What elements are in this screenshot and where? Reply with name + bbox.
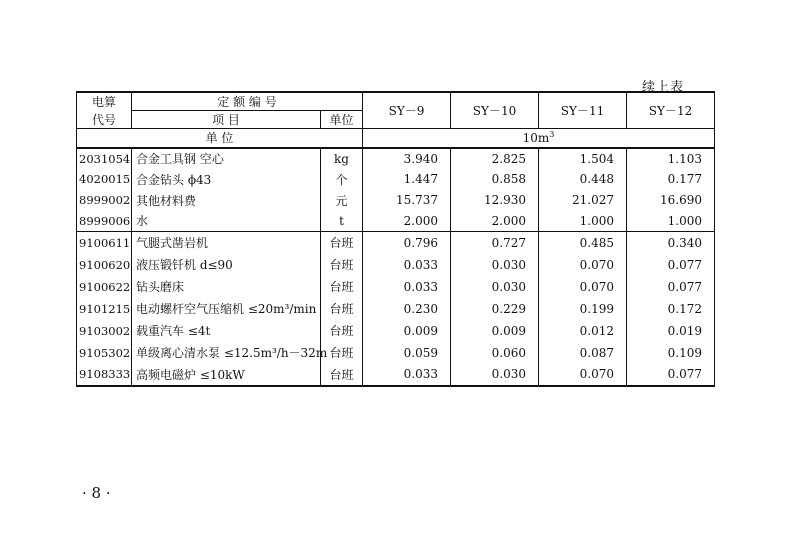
row-value-4: 0.077: [627, 254, 715, 276]
table-row: [77, 320, 715, 342]
row-value-2: 0.030: [451, 254, 539, 276]
row-value-2: 2.825: [451, 148, 539, 169]
row-item-name: 合金钻头 ϕ43: [132, 169, 321, 190]
row-value-1: 2.000: [363, 211, 451, 232]
row-value-1: 0.033: [363, 364, 451, 386]
row-value-3: 0.012: [539, 320, 627, 342]
row-unit: t: [321, 211, 363, 232]
row-value-2: 0.858: [451, 169, 539, 190]
row-value-1: 3.940: [363, 148, 451, 169]
row-value-4: 0.177: [627, 169, 715, 190]
col-header-4: SY－12: [627, 92, 715, 129]
row-unit: kg: [321, 148, 363, 169]
unit-header: 单位: [321, 111, 363, 129]
table-body: [77, 148, 715, 386]
row-value-1: 0.059: [363, 342, 451, 364]
table-row: [77, 364, 715, 386]
row-value-1: 0.230: [363, 298, 451, 320]
row-value-3: 0.070: [539, 276, 627, 298]
row-code: 8999002: [77, 190, 132, 211]
row-item-name: 液压锻钎机 d≤90: [132, 254, 321, 276]
row-value-3: 1.000: [539, 211, 627, 232]
row-unit: 台班: [321, 232, 363, 254]
row-value-3: 0.485: [539, 232, 627, 254]
row-unit: 个: [321, 169, 363, 190]
row-item-name: 其他材料费: [132, 190, 321, 211]
col-header-2: SY－10: [451, 92, 539, 129]
row-unit: 台班: [321, 364, 363, 386]
unit-row-value: [363, 129, 715, 148]
row-item-name: 钻头磨床: [132, 276, 321, 298]
row-unit: 台班: [321, 276, 363, 298]
row-value-2: 0.030: [451, 276, 539, 298]
table-row: [77, 298, 715, 320]
item-header: 项 目: [132, 111, 321, 129]
row-code: 9103002: [77, 320, 132, 342]
row-value-4: 1.103: [627, 148, 715, 169]
row-unit: 台班: [321, 298, 363, 320]
row-unit: 台班: [321, 342, 363, 364]
row-item-name: 水: [132, 211, 321, 232]
table-row: [77, 254, 715, 276]
row-code: 9100620: [77, 254, 132, 276]
row-value-2: 0.009: [451, 320, 539, 342]
col-header-1: SY－9: [363, 92, 451, 129]
table-row: [77, 169, 715, 190]
unit-row-label: 单 位: [77, 129, 363, 148]
col-header-3: SY－11: [539, 92, 627, 129]
row-code: 4020015: [77, 169, 132, 190]
table-row: [77, 148, 715, 169]
row-value-4: 0.019: [627, 320, 715, 342]
row-value-1: 0.796: [363, 232, 451, 254]
row-value-4: 0.172: [627, 298, 715, 320]
code-header-line1: 电算: [77, 92, 132, 111]
row-item-name: 气腿式凿岩机: [132, 232, 321, 254]
row-value-2: 12.930: [451, 190, 539, 211]
row-value-2: 0.229: [451, 298, 539, 320]
row-value-3: 21.027: [539, 190, 627, 211]
quota-no-header: 定 额 编 号: [132, 92, 363, 111]
unit-value-sup: 3: [549, 129, 555, 139]
row-unit: 元: [321, 190, 363, 211]
row-value-3: 0.199: [539, 298, 627, 320]
row-value-2: 0.060: [451, 342, 539, 364]
row-code: 9100611: [77, 232, 132, 254]
row-value-1: 1.447: [363, 169, 451, 190]
row-value-1: 15.737: [363, 190, 451, 211]
row-unit: 台班: [321, 320, 363, 342]
row-value-2: 2.000: [451, 211, 539, 232]
row-value-4: 0.340: [627, 232, 715, 254]
row-code: 2031054: [77, 148, 132, 169]
row-item-name: 电动螺杆空气压缩机 ≤20m³/min: [132, 298, 321, 320]
row-code: 9105302: [77, 342, 132, 364]
row-value-2: 0.727: [451, 232, 539, 254]
row-unit: 台班: [321, 254, 363, 276]
row-value-2: 0.030: [451, 364, 539, 386]
row-value-3: 0.448: [539, 169, 627, 190]
quota-table: [76, 91, 715, 387]
row-value-1: 0.033: [363, 254, 451, 276]
continued-label: 续上表: [642, 80, 685, 95]
row-value-3: 1.504: [539, 148, 627, 169]
page-number: · 8 ·: [82, 484, 111, 502]
table-row: [77, 211, 715, 232]
row-item-name: 载重汽车 ≤4t: [132, 320, 321, 342]
row-value-3: 0.087: [539, 342, 627, 364]
row-value-3: 0.070: [539, 364, 627, 386]
table-row: [77, 190, 715, 211]
table-row: [77, 276, 715, 298]
row-value-4: 0.077: [627, 276, 715, 298]
table-header: [77, 92, 715, 148]
row-value-1: 0.033: [363, 276, 451, 298]
row-value-4: 0.077: [627, 364, 715, 386]
row-value-4: 1.000: [627, 211, 715, 232]
row-value-4: 0.109: [627, 342, 715, 364]
row-code: 9101215: [77, 298, 132, 320]
row-item-name: 合金工具钢 空心: [132, 148, 321, 169]
row-value-4: 16.690: [627, 190, 715, 211]
row-code: 9100622: [77, 276, 132, 298]
row-value-1: 0.009: [363, 320, 451, 342]
code-header-line2: 代号: [77, 111, 132, 129]
row-code: 8999006: [77, 211, 132, 232]
row-code: 9108333: [77, 364, 132, 386]
table-row: [77, 342, 715, 364]
row-item-name: 高频电磁炉 ≤10kW: [132, 364, 321, 386]
table-row: [77, 232, 715, 254]
row-item-name: 单级离心清水泵 ≤12.5m³/h－32m: [132, 342, 321, 364]
unit-value-base: 10m: [522, 130, 550, 145]
row-value-3: 0.070: [539, 254, 627, 276]
